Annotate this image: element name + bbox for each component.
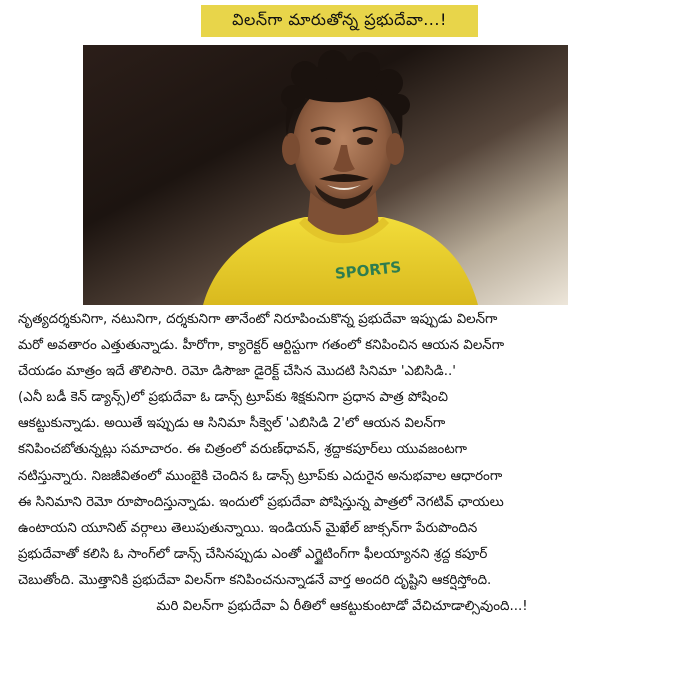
article-line: చేయడం మాత్రం ఇదే తొలిసారి. రెమో డిసౌజా డైరెక్ట్ చేసిన మొదటి సినిమా 'ఎబిసిడి..': [18, 364, 456, 380]
article-body: [18, 307, 666, 620]
article-photo: [83, 45, 568, 305]
article-line: ప్రభుదేవాతో కలిసి ఓ సాంగ్‌లో డాన్స్ చేసినప్పుడు ఎంతో ఎగ్జైటింగ్‌గా ఫీలయ్యానని శ్రద్ద కపూర్: [18, 546, 488, 562]
article-line: ఉంటాయని యూనిట్ వర్గాలు తెలుపుతున్నాయి. ఇండియన్ మైఖేల్ జాక్సన్‌గా పేరుపొందిన: [18, 520, 478, 536]
headline-banner: [201, 5, 478, 37]
article-line: కనిపించబోతున్నట్లు సమాచారం. ఈ చిత్రంలో వరుణ్‌ధావన్, శ్రద్దాకపూర్‌లు యువజంటగా: [18, 442, 467, 458]
article-line: ఆకట్టుకున్నాడు. అయితే ఇప్పుడు ఆ సినిమా సీక్వెల్ 'ఎబిసిడి 2'లో ఆయన విలన్‌గా: [18, 416, 446, 432]
headline-title: విలన్‌గా మారుతోన్న ప్రభుదేవా...!: [232, 9, 447, 29]
shirt-logo-text: SPORTS: [334, 257, 403, 283]
portrait-illustration: [83, 45, 568, 305]
article-line: ఈ సినిమాని రెమో రూపొందిస్తున్నాడు. ఇందులో ప్రభుదేవా పోషిస్తున్న పాత్రలో నెగటివ్ ఛాయలు: [18, 494, 504, 510]
article-line: (ఎనీ బడీ కెన్ డ్యాన్స్)లో ప్రభుదేవా ఓ డాన్స్ ట్రూప్‌కు శిక్షకునిగా ప్రధాన పాత్ర పోషించి: [18, 390, 448, 406]
article-line: మరి విలన్‌గా ప్రభుదేవా ఏ రీతిలో ఆకట్టుకుంటాడో వేచిచూడాల్సివుంది...!: [156, 599, 528, 615]
article-line: మరో అవతారం ఎత్తుతున్నాడు. హీరోగా, క్యారెక్టర్ ఆర్టిస్టుగా గతంలో కనిపించిన ఆయన విలన్‌గా: [18, 338, 505, 354]
article-line: నటిస్తున్నారు. నిజజీవితంలో ముంబైకి చెందిన ఓ డాన్స్ ట్రూప్‌కు ఎదురైన అనుభవాల ఆధారంగా: [18, 468, 503, 484]
article-line: చెబుతోంది. మొత్తానికి ప్రభుదేవా విలన్‌గా కనిపించనున్నాడనే వార్త అందరి దృష్టిని ఆకర్షిస్తోంది.: [18, 572, 492, 588]
article-line: నృత్యదర్శకునిగా, నటునిగా, దర్శకునిగా తానేంటో నిరూపించుకొన్న ప్రభుదేవా ఇప్పుడు విలన్‌గా: [18, 312, 498, 327]
